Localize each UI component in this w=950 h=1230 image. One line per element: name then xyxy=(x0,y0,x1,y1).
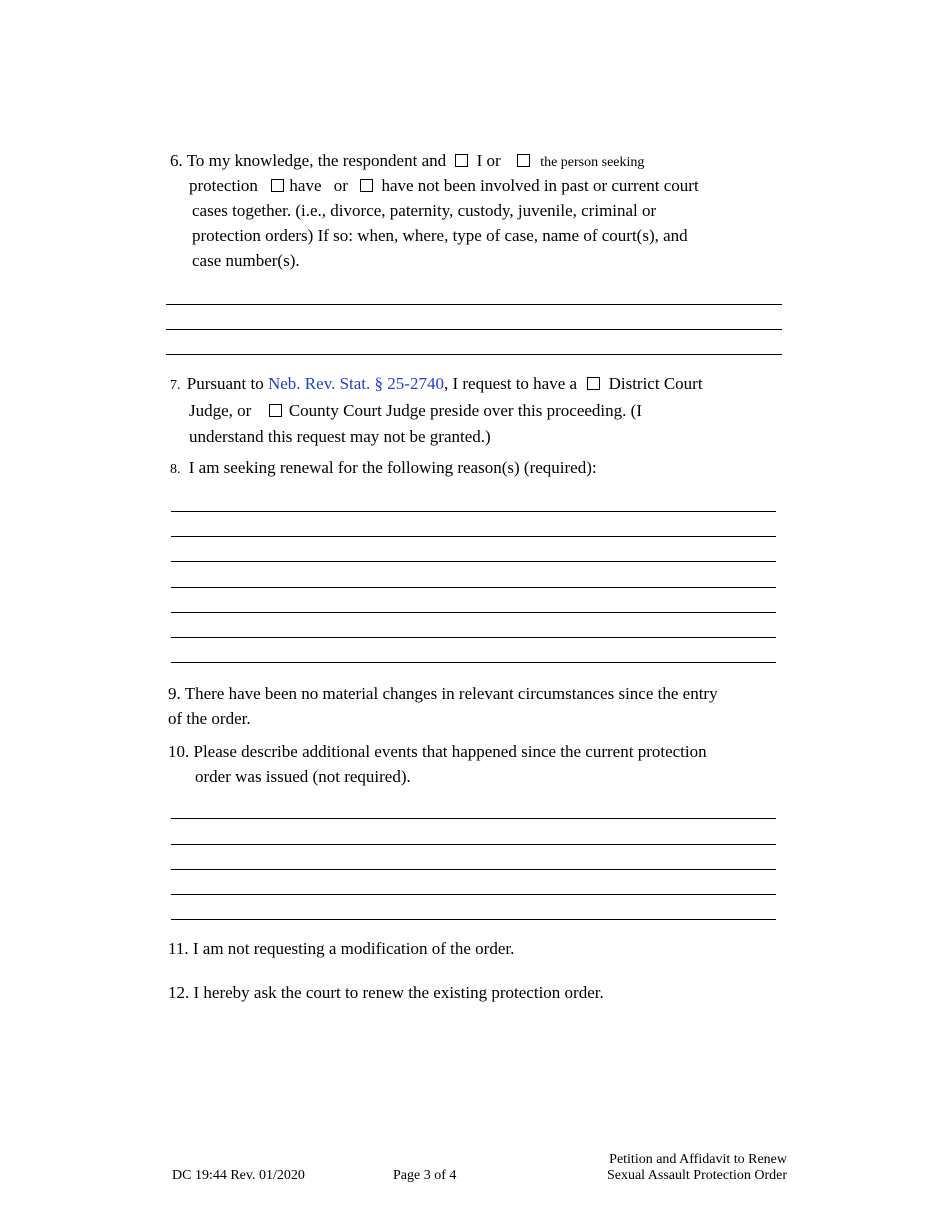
page-number: Page 3 of 4 xyxy=(393,1168,457,1183)
item-10-line-1: 10. Please describe additional events that happened since the current protection xyxy=(168,742,707,761)
item-7-line-1 xyxy=(170,374,703,396)
form-title xyxy=(607,1152,787,1184)
events-line[interactable] xyxy=(171,919,776,920)
reason-line[interactable] xyxy=(171,612,776,613)
item-7-pursuant: Pursuant to xyxy=(186,374,264,393)
item-6-line-5: case number(s). xyxy=(192,251,300,270)
checkbox-person-seeking[interactable] xyxy=(517,154,530,167)
item-6-text: 6. To my knowledge, the respondent and xyxy=(170,151,447,170)
reason-line[interactable] xyxy=(171,561,776,562)
item-6-line-2 xyxy=(189,176,699,196)
item-7-number: 7. xyxy=(170,378,181,393)
item-11: 11. I am not requesting a modification of the order. xyxy=(168,939,515,958)
item-7-line-3: understand this request may not be granted.) xyxy=(189,427,491,446)
item-12: 12. I hereby ask the court to renew the existing protection order. xyxy=(168,983,604,1002)
label-county-court: County Court Judge preside over this proceeding. (I xyxy=(288,401,642,420)
label-or: or xyxy=(333,176,348,195)
label-judge-or: Judge, or xyxy=(189,401,252,420)
item-9-line-2: of the order. xyxy=(168,709,251,728)
events-line[interactable] xyxy=(171,869,776,870)
checkbox-i[interactable] xyxy=(455,154,468,167)
checkbox-district-court[interactable] xyxy=(587,377,600,390)
label-district-court: District Court xyxy=(608,374,703,393)
item-8-text: I am seeking renewal for the following reason(s) (required): xyxy=(188,458,597,477)
reason-line[interactable] xyxy=(171,662,776,663)
checkbox-have[interactable] xyxy=(271,179,284,192)
label-have: have xyxy=(289,176,322,195)
reason-line[interactable] xyxy=(171,511,776,512)
checkbox-have-not[interactable] xyxy=(360,179,373,192)
form-title-line-2: Sexual Assault Protection Order xyxy=(606,1168,787,1183)
item-10-line-2: order was issued (not required). xyxy=(195,767,411,786)
events-line[interactable] xyxy=(171,844,776,845)
events-line[interactable] xyxy=(171,818,776,819)
item-8-number: 8. xyxy=(170,462,181,477)
statute-link[interactable]: Neb. Rev. Stat. § 25-2740 xyxy=(267,374,444,393)
item-7-line-2 xyxy=(189,401,642,421)
item-6-line-4: protection orders) If so: when, where, type of case, name of court(s), and xyxy=(192,226,688,245)
events-line[interactable] xyxy=(171,894,776,895)
item-6-answer-line[interactable] xyxy=(166,329,782,330)
label-person-seeking: the person seeking xyxy=(540,155,645,170)
item-6-answer-line[interactable] xyxy=(166,354,782,355)
item-9-line-1: 9. There have been no material changes in relevant circumstances since the entry xyxy=(168,684,718,703)
label-i: I or xyxy=(476,151,501,170)
item-8-line xyxy=(170,458,597,480)
item-7-request: , I request to have a xyxy=(443,374,578,393)
form-number: DC 19:44 Rev. 01/2020 xyxy=(172,1168,305,1183)
checkbox-county-court[interactable] xyxy=(269,404,282,417)
reason-line[interactable] xyxy=(171,637,776,638)
label-have-not: have not been involved in past or current court xyxy=(381,176,699,195)
reason-line[interactable] xyxy=(171,587,776,588)
item-6-line-1 xyxy=(170,151,644,173)
item-6-line-3: cases together. (i.e., divorce, paternity, custody, juvenile, criminal or xyxy=(192,201,657,220)
reason-line[interactable] xyxy=(171,536,776,537)
item-6-answer-line[interactable] xyxy=(166,304,782,305)
form-title-line-1: Petition and Affidavit to Renew xyxy=(609,1152,787,1167)
label-protection: protection xyxy=(189,176,258,195)
